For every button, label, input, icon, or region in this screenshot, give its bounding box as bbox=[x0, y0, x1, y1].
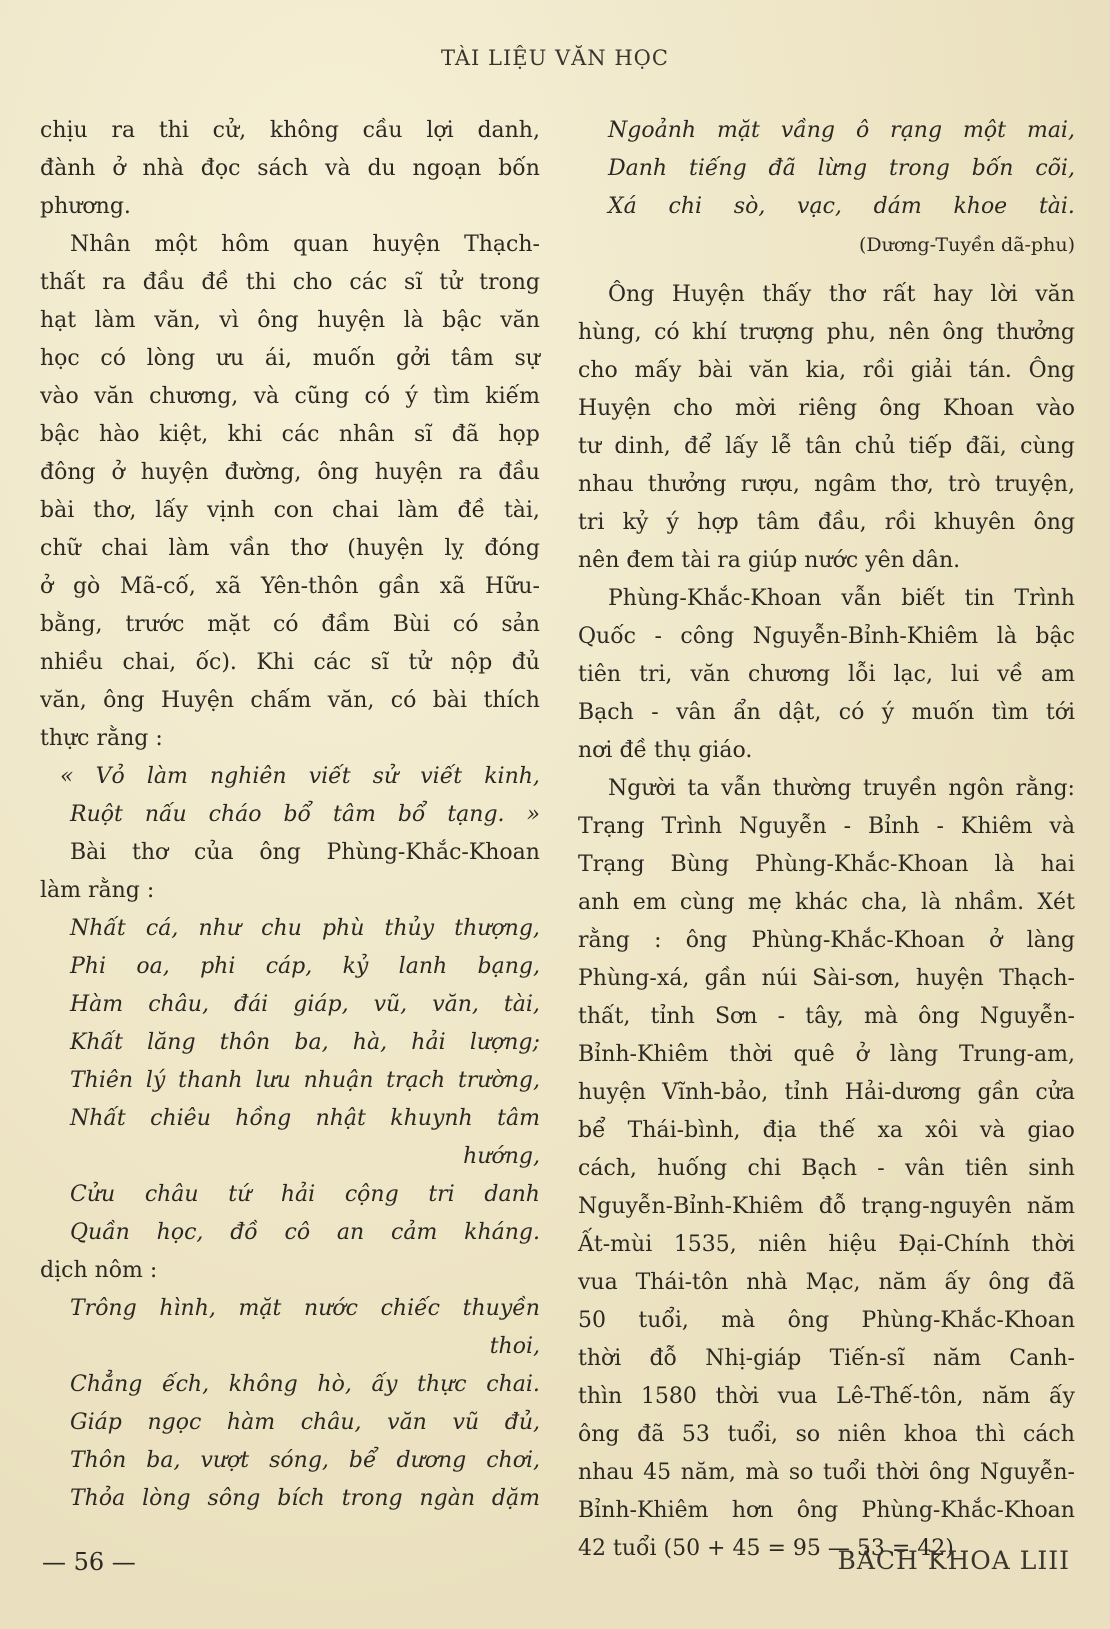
text-line: nhiều chai, ốc). Khi các sĩ tử nộp đủ bbox=[40, 650, 540, 675]
text-line: 50 tuổi, mà ông Phùng-Khắc-Khoan bbox=[578, 1308, 1075, 1333]
text-line: Thiên lý thanh lưu nhuận trạch trường, bbox=[70, 1068, 540, 1093]
text-line: rằng : ông Phùng-Khắc-Khoan ở làng bbox=[578, 928, 1075, 953]
text-line: thất, tỉnh Sơn - tây, mà ông Nguyễn- bbox=[578, 1004, 1075, 1029]
text-line: đành ở nhà đọc sách và du ngoạn bốn bbox=[40, 156, 540, 181]
text-line: Ông Huyện thấy thơ rất hay lời văn bbox=[608, 282, 1075, 307]
text-line: nên đem tài ra giúp nước yên dân. bbox=[578, 548, 961, 573]
text-line: thực rằng : bbox=[40, 726, 163, 751]
text-line: bài thơ, lấy vịnh con chai làm đề tài, bbox=[40, 498, 540, 523]
text-line: Bạch - vân ẩn dật, có ý muốn tìm tới bbox=[578, 700, 1075, 725]
text-line: Xá chi sò, vạc, dám khoe tài. bbox=[608, 194, 1075, 219]
text-line: Phùng-Khắc-Khoan vẫn biết tin Trình bbox=[608, 586, 1075, 611]
text-line: nhau thưởng rượu, ngâm thơ, trò truyện, bbox=[578, 472, 1075, 497]
text-line: hùng, có khí trượng phu, nên ông thưởng bbox=[578, 320, 1075, 345]
text-line: ở gò Mã-cố, xã Yên-thôn gần xã Hữu- bbox=[40, 574, 540, 599]
text-line: cho mấy bài văn kia, rồi giải tán. Ông bbox=[578, 358, 1075, 383]
text-line: Bỉnh-Khiêm hơn ông Phùng-Khắc-Khoan bbox=[578, 1498, 1075, 1523]
text-line: Trông hình, mặt nước chiếc thuyền bbox=[70, 1296, 540, 1321]
right-text-column bbox=[578, 112, 1075, 1568]
text-line: tư dinh, để lấy lễ tân chủ tiếp đãi, cùng bbox=[578, 434, 1075, 459]
text-line: Nhất cá, như chu phù thủy thượng, bbox=[70, 916, 540, 941]
text-line: bậc hào kiệt, khi các nhân sĩ đã họp bbox=[40, 422, 540, 447]
text-line: làm rằng : bbox=[40, 878, 155, 903]
text-line: vào văn chương, và cũng có ý tìm kiếm bbox=[40, 384, 540, 409]
magazine-title: BÁCH KHOA LIII bbox=[837, 1546, 1070, 1575]
text-line: chịu ra thi cử, không cầu lợi danh, bbox=[40, 118, 540, 143]
text-line: Trạng Trình Nguyễn - Bỉnh - Khiêm và bbox=[578, 814, 1075, 839]
text-line: (Dương-Tuyền dã-phu) bbox=[858, 234, 1075, 256]
text-line: thất ra đầu đề thi cho các sĩ tử trong bbox=[40, 270, 540, 295]
text-line: 42 tuổi (50 + 45 = 95 — 53 = 42) bbox=[578, 1536, 954, 1561]
text-line: hạt làm văn, vì ông huyện là bậc văn bbox=[40, 308, 540, 333]
text-line: Bỉnh-Khiêm thời quê ở làng Trung-am, bbox=[578, 1042, 1075, 1067]
text-line: Phùng-xá, gần núi Sài-sơn, huyện Thạch- bbox=[578, 966, 1075, 991]
text-line: « Vỏ làm nghiên viết sử viết kinh, bbox=[60, 764, 540, 789]
text-line: Nhân một hôm quan huyện Thạch- bbox=[70, 232, 540, 257]
text-line: nhau 45 năm, mà so tuổi thời ông Nguyễn- bbox=[578, 1460, 1075, 1485]
text-line: anh em cùng mẹ khác cha, là nhầm. Xét bbox=[578, 890, 1075, 915]
text-line: Khất lăng thôn ba, hà, hải lượng; bbox=[70, 1030, 540, 1055]
text-line: Người ta vẫn thường truyền ngôn rằng: bbox=[608, 776, 1075, 801]
text-line: bằng, trước mặt có đầm Bùi có sản bbox=[40, 612, 540, 637]
text-line: tri kỷ ý hợp tâm đầu, rồi khuyên ông bbox=[578, 510, 1075, 535]
text-line: Danh tiếng đã lừng trong bốn cõi, bbox=[608, 156, 1075, 181]
text-line: cách, huống chi Bạch - vân tiên sinh bbox=[578, 1156, 1075, 1181]
text-line: Quốc - công Nguyễn-Bỉnh-Khiêm là bậc bbox=[578, 624, 1075, 649]
page-number: — 56 — bbox=[42, 1548, 136, 1576]
text-line: Huyện cho mời riêng ông Khoan vào bbox=[578, 396, 1075, 421]
text-line: văn, ông Huyện chấm văn, có bài thích bbox=[40, 688, 540, 713]
text-line: huyện Vĩnh-bảo, tỉnh Hải-dương gần cửa bbox=[578, 1080, 1075, 1105]
text-line: Thôn ba, vượt sóng, bể dương chơi, bbox=[70, 1448, 540, 1473]
text-line: Bài thơ của ông Phùng-Khắc-Khoan bbox=[70, 840, 540, 865]
text-line: thời đỗ Nhị-giáp Tiến-sĩ năm Canh- bbox=[578, 1346, 1075, 1371]
text-line: Hàm châu, đái giáp, vũ, văn, tài, bbox=[70, 992, 540, 1017]
text-line: học có lòng ưu ái, muốn gởi tâm sự bbox=[40, 346, 540, 371]
text-line: Giáp ngọc hàm châu, văn vũ đủ, bbox=[70, 1410, 540, 1435]
text-line: phương. bbox=[40, 194, 131, 219]
text-line: Chẳng ếch, không hò, ấy thực chai. bbox=[70, 1372, 540, 1397]
text-line: đông ở huyện đường, ông huyện ra đầu bbox=[40, 460, 540, 485]
text-line: dịch nôm : bbox=[40, 1258, 158, 1283]
text-line: ông đã 53 tuổi, so niên khoa thì cách bbox=[578, 1422, 1075, 1447]
text-line: Nhất chiêu hồng nhật khuynh tâm bbox=[70, 1106, 540, 1131]
text-line: hướng, bbox=[463, 1144, 540, 1169]
text-line: Ất-mùi 1535, niên hiệu Đại-Chính thời bbox=[578, 1232, 1075, 1257]
text-line: Quần học, đồ cô an cảm kháng. bbox=[70, 1220, 540, 1245]
left-text-column bbox=[40, 112, 540, 1518]
text-line: vua Thái-tôn nhà Mạc, năm ấy ông đã bbox=[578, 1270, 1075, 1295]
text-line: Ngoảnh mặt vầng ô rạng một mai, bbox=[608, 118, 1075, 143]
text-line: Nguyễn-Bỉnh-Khiêm đỗ trạng-nguyên năm bbox=[578, 1194, 1075, 1219]
text-line: Thỏa lòng sông bích trong ngàn dặm bbox=[70, 1486, 540, 1511]
text-line: Phi oa, phi cáp, kỷ lanh bạng, bbox=[70, 954, 540, 979]
text-line: Trạng Bùng Phùng-Khắc-Khoan là hai bbox=[578, 852, 1075, 877]
text-line: tiên tri, văn chương lỗi lạc, lui về am bbox=[578, 662, 1075, 687]
text-line: Ruột nấu cháo bổ tâm bổ tạng. » bbox=[70, 802, 540, 827]
running-header: TÀI LIỆU VĂN HỌC bbox=[441, 46, 669, 70]
text-line: thìn 1580 thời vua Lê-Thế-tôn, năm ấy bbox=[578, 1384, 1075, 1409]
text-line: chữ chai làm vần thơ (huyện lỵ đóng bbox=[40, 536, 540, 561]
text-line: bể Thái-bình, địa thế xa xôi và giao bbox=[578, 1118, 1075, 1143]
text-line: thoi, bbox=[489, 1334, 540, 1359]
text-line: nơi đề thụ giáo. bbox=[578, 738, 753, 763]
text-line: Cửu châu tứ hải cộng tri danh bbox=[70, 1182, 540, 1207]
